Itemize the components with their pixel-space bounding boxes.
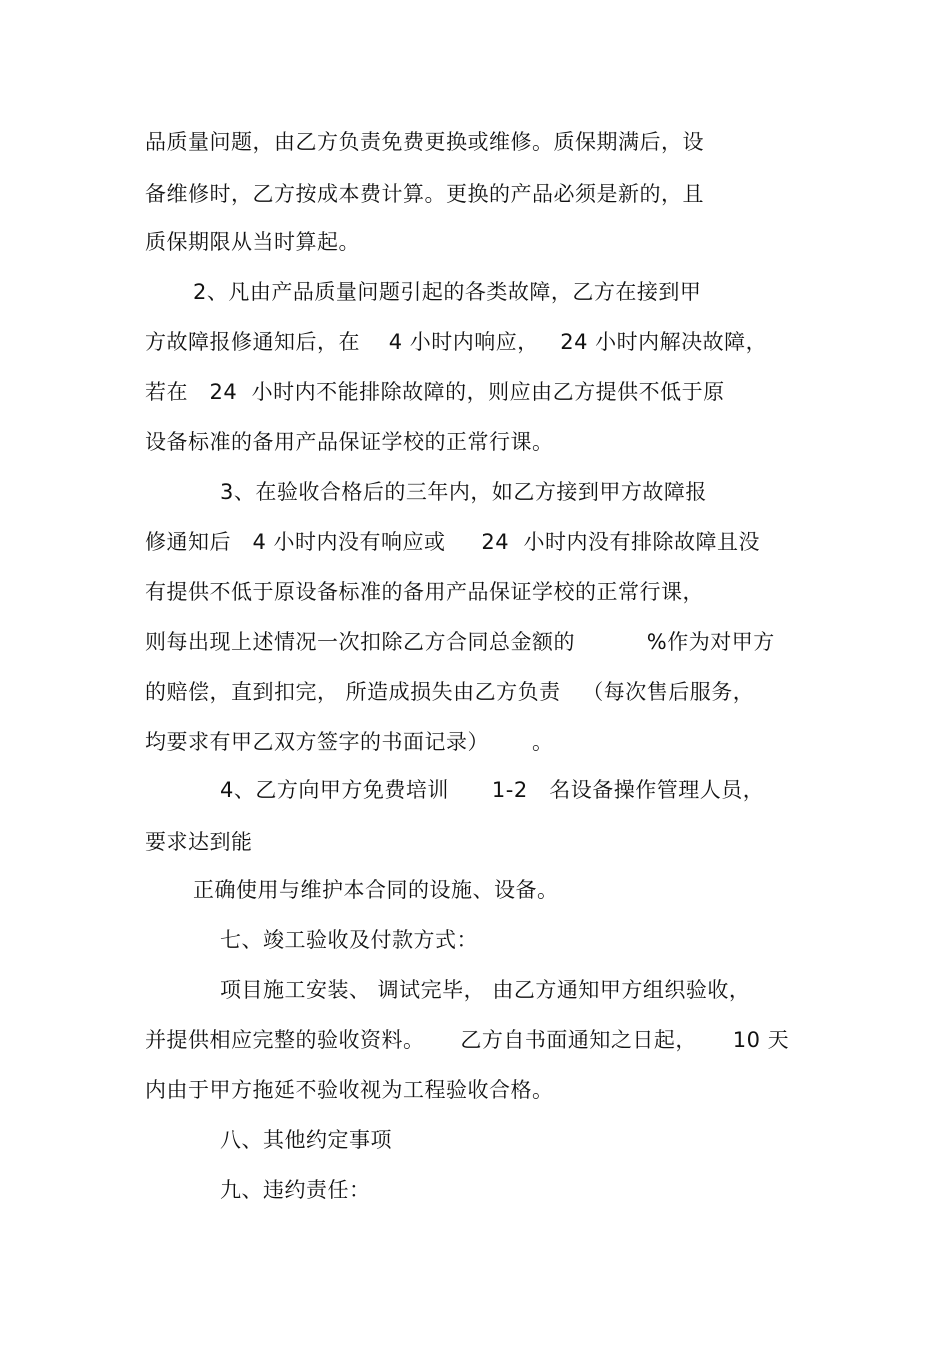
text-line: 品质量问题，由乙方负责免费更换或维修。质保期满后，设: [145, 130, 704, 154]
text-line: 项目施工安装、 调试完毕， 由乙方通知甲方组织验收，: [220, 978, 751, 1002]
text-line: 方故障报修通知后，在 4 小时内响应， 24 小时内解决故障，: [145, 330, 768, 354]
text-line: 质保期限从当时算起。: [145, 230, 360, 254]
text-line: 4、乙方向甲方免费培训 1-2 名设备操作管理人员，: [220, 778, 765, 802]
text-line: 内由于甲方拖延不验收视为工程验收合格。: [145, 1078, 554, 1102]
text-line: 设备标准的备用产品保证学校的正常行课。: [145, 430, 554, 454]
text-line: 2、凡由产品质量问题引起的各类故障，乙方在接到甲: [193, 280, 702, 304]
text-line: 3、在验收合格后的三年内，如乙方接到甲方故障报: [220, 480, 707, 504]
text-line: 要求达到能: [145, 830, 253, 854]
text-line: 若在 24 小时内不能排除故障的，则应由乙方提供不低于原: [145, 380, 725, 404]
text-line: 备维修时，乙方按成本费计算。更换的产品必须是新的，且: [145, 182, 704, 206]
text-line: 均要求有甲乙双方签字的书面记录） 。: [145, 730, 554, 754]
text-line: 则每出现上述情况一次扣除乙方合同总金额的 %作为对甲方: [145, 630, 775, 654]
text-line: 的赔偿，直到扣完， 所造成损失由乙方负责 （每次售后服务，: [145, 680, 755, 704]
text-line: 正确使用与维护本合同的设施、设备。: [193, 878, 559, 902]
section-heading: 七、竣工验收及付款方式：: [220, 928, 478, 952]
text-line: 修通知后 4 小时内没有响应或 24 小时内没有排除故障且没: [145, 530, 761, 554]
section-heading: 九、违约责任：: [220, 1178, 371, 1202]
text-line: 并提供相应完整的验收资料。 乙方自书面通知之日起， 10 天: [145, 1028, 790, 1052]
section-heading: 八、其他约定事项: [220, 1128, 392, 1152]
text-line: 有提供不低于原设备标准的备用产品保证学校的正常行课，: [145, 580, 704, 604]
